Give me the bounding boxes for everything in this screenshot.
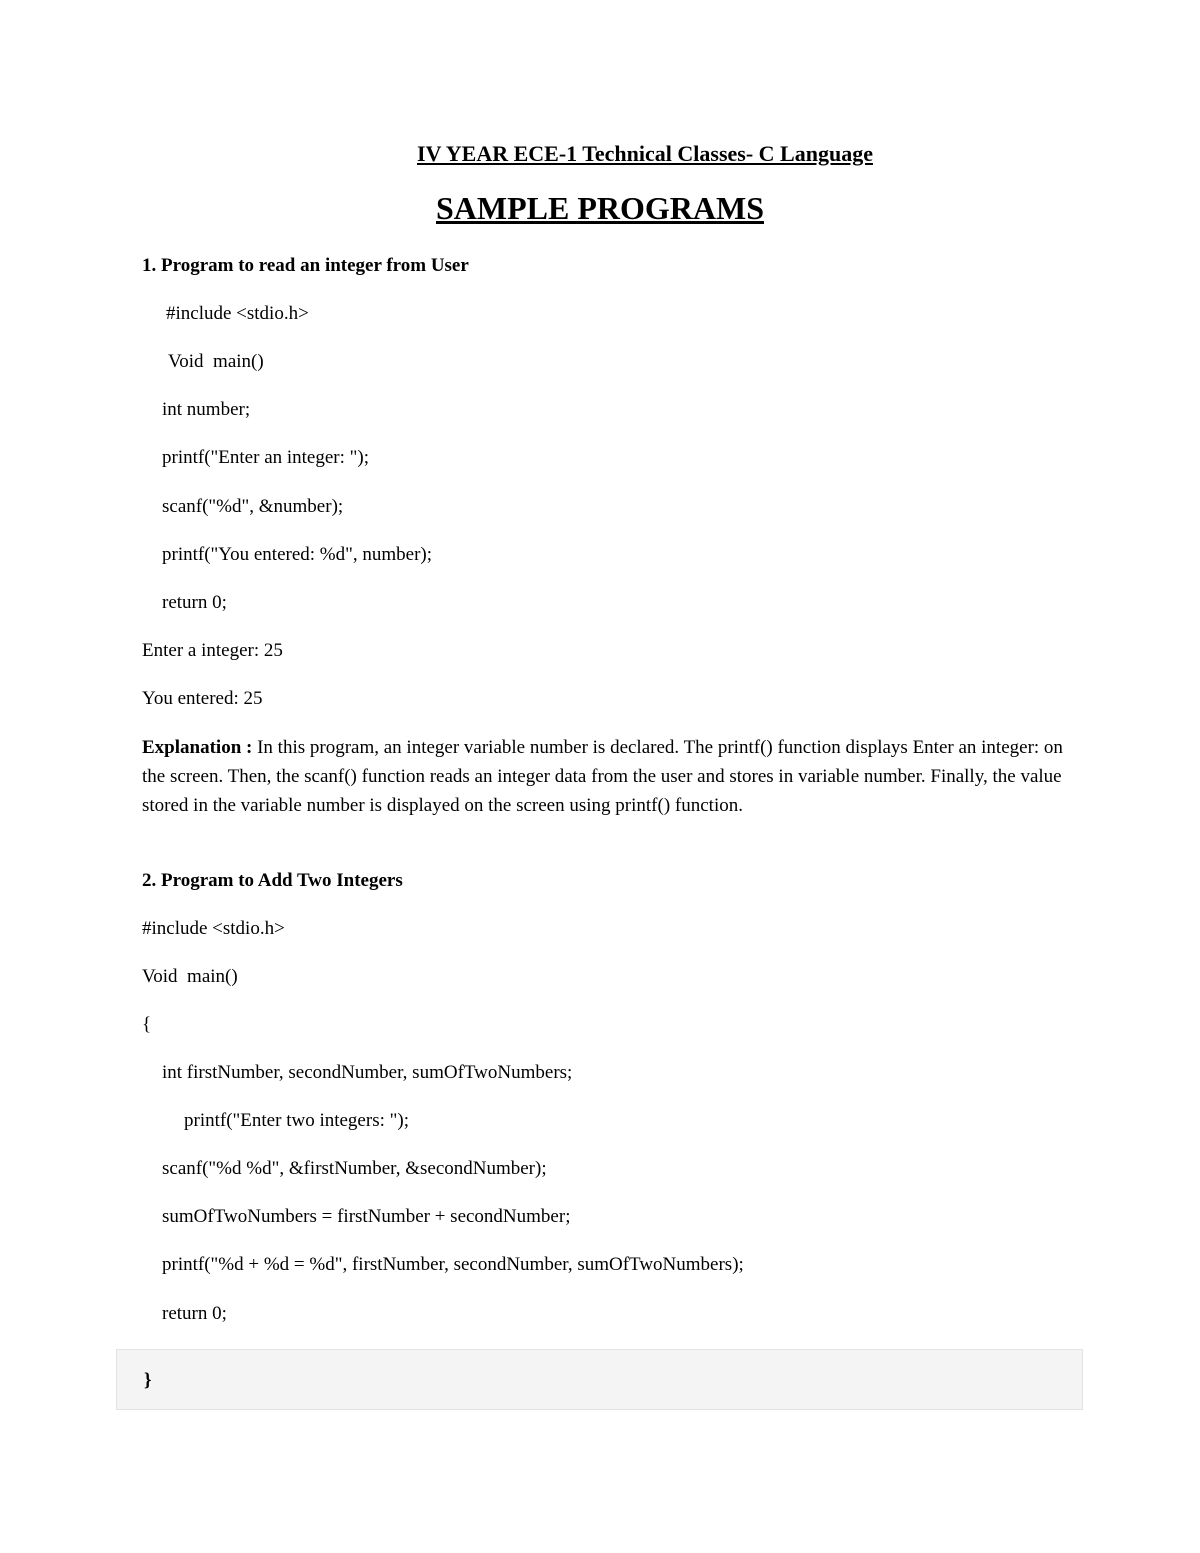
explanation-paragraph bbox=[142, 733, 1072, 820]
page-title: SAMPLE PROGRAMS bbox=[436, 190, 764, 226]
code-line: scanf("%d %d", &firstNumber, &secondNumber); bbox=[162, 1158, 547, 1179]
code-line: printf("%d + %d = %d", firstNumber, secondNumber, sumOfTwoNumbers); bbox=[162, 1254, 744, 1275]
explanation-text: In this program, an integer variable number is declared. The printf() function displays Enter an integer: on the screen. Then, the scanf() function reads an integer data from the user and stores in variable number. Finally, the value stored in the variable number is displayed on the screen using printf() function. bbox=[142, 737, 1063, 816]
code-line: printf("Enter an integer: "); bbox=[162, 447, 370, 468]
code-line: #include <stdio.h> bbox=[166, 303, 309, 324]
code-line: scanf("%d", &number); bbox=[162, 496, 344, 517]
code-line: { bbox=[142, 1014, 152, 1035]
course-header: IV YEAR ECE-1 Technical Classes- C Language bbox=[417, 141, 873, 166]
code-line: return 0; bbox=[162, 592, 227, 613]
code-line: int firstNumber, secondNumber, sumOfTwoNumbers; bbox=[162, 1062, 573, 1083]
section2-heading: 2. Program to Add Two Integers bbox=[142, 870, 403, 891]
closing-brace: } bbox=[144, 1370, 152, 1391]
section1-heading: 1. Program to read an integer from User bbox=[142, 255, 469, 276]
code-line: Void main() bbox=[142, 966, 238, 987]
code-line: Void main() bbox=[168, 351, 264, 372]
output-line: Enter a integer: 25 bbox=[142, 640, 283, 661]
code-line: printf("You entered: %d", number); bbox=[162, 544, 433, 565]
code-line: printf("Enter two integers: "); bbox=[184, 1110, 409, 1131]
code-line: #include <stdio.h> bbox=[142, 918, 285, 939]
code-line: return 0; bbox=[162, 1303, 227, 1324]
output-line: You entered: 25 bbox=[142, 688, 263, 709]
code-line: sumOfTwoNumbers = firstNumber + secondNumber; bbox=[162, 1206, 571, 1227]
code-line: int number; bbox=[162, 399, 251, 420]
closing-brace-box bbox=[116, 1349, 1083, 1410]
explanation-label: Explanation : bbox=[142, 737, 253, 758]
